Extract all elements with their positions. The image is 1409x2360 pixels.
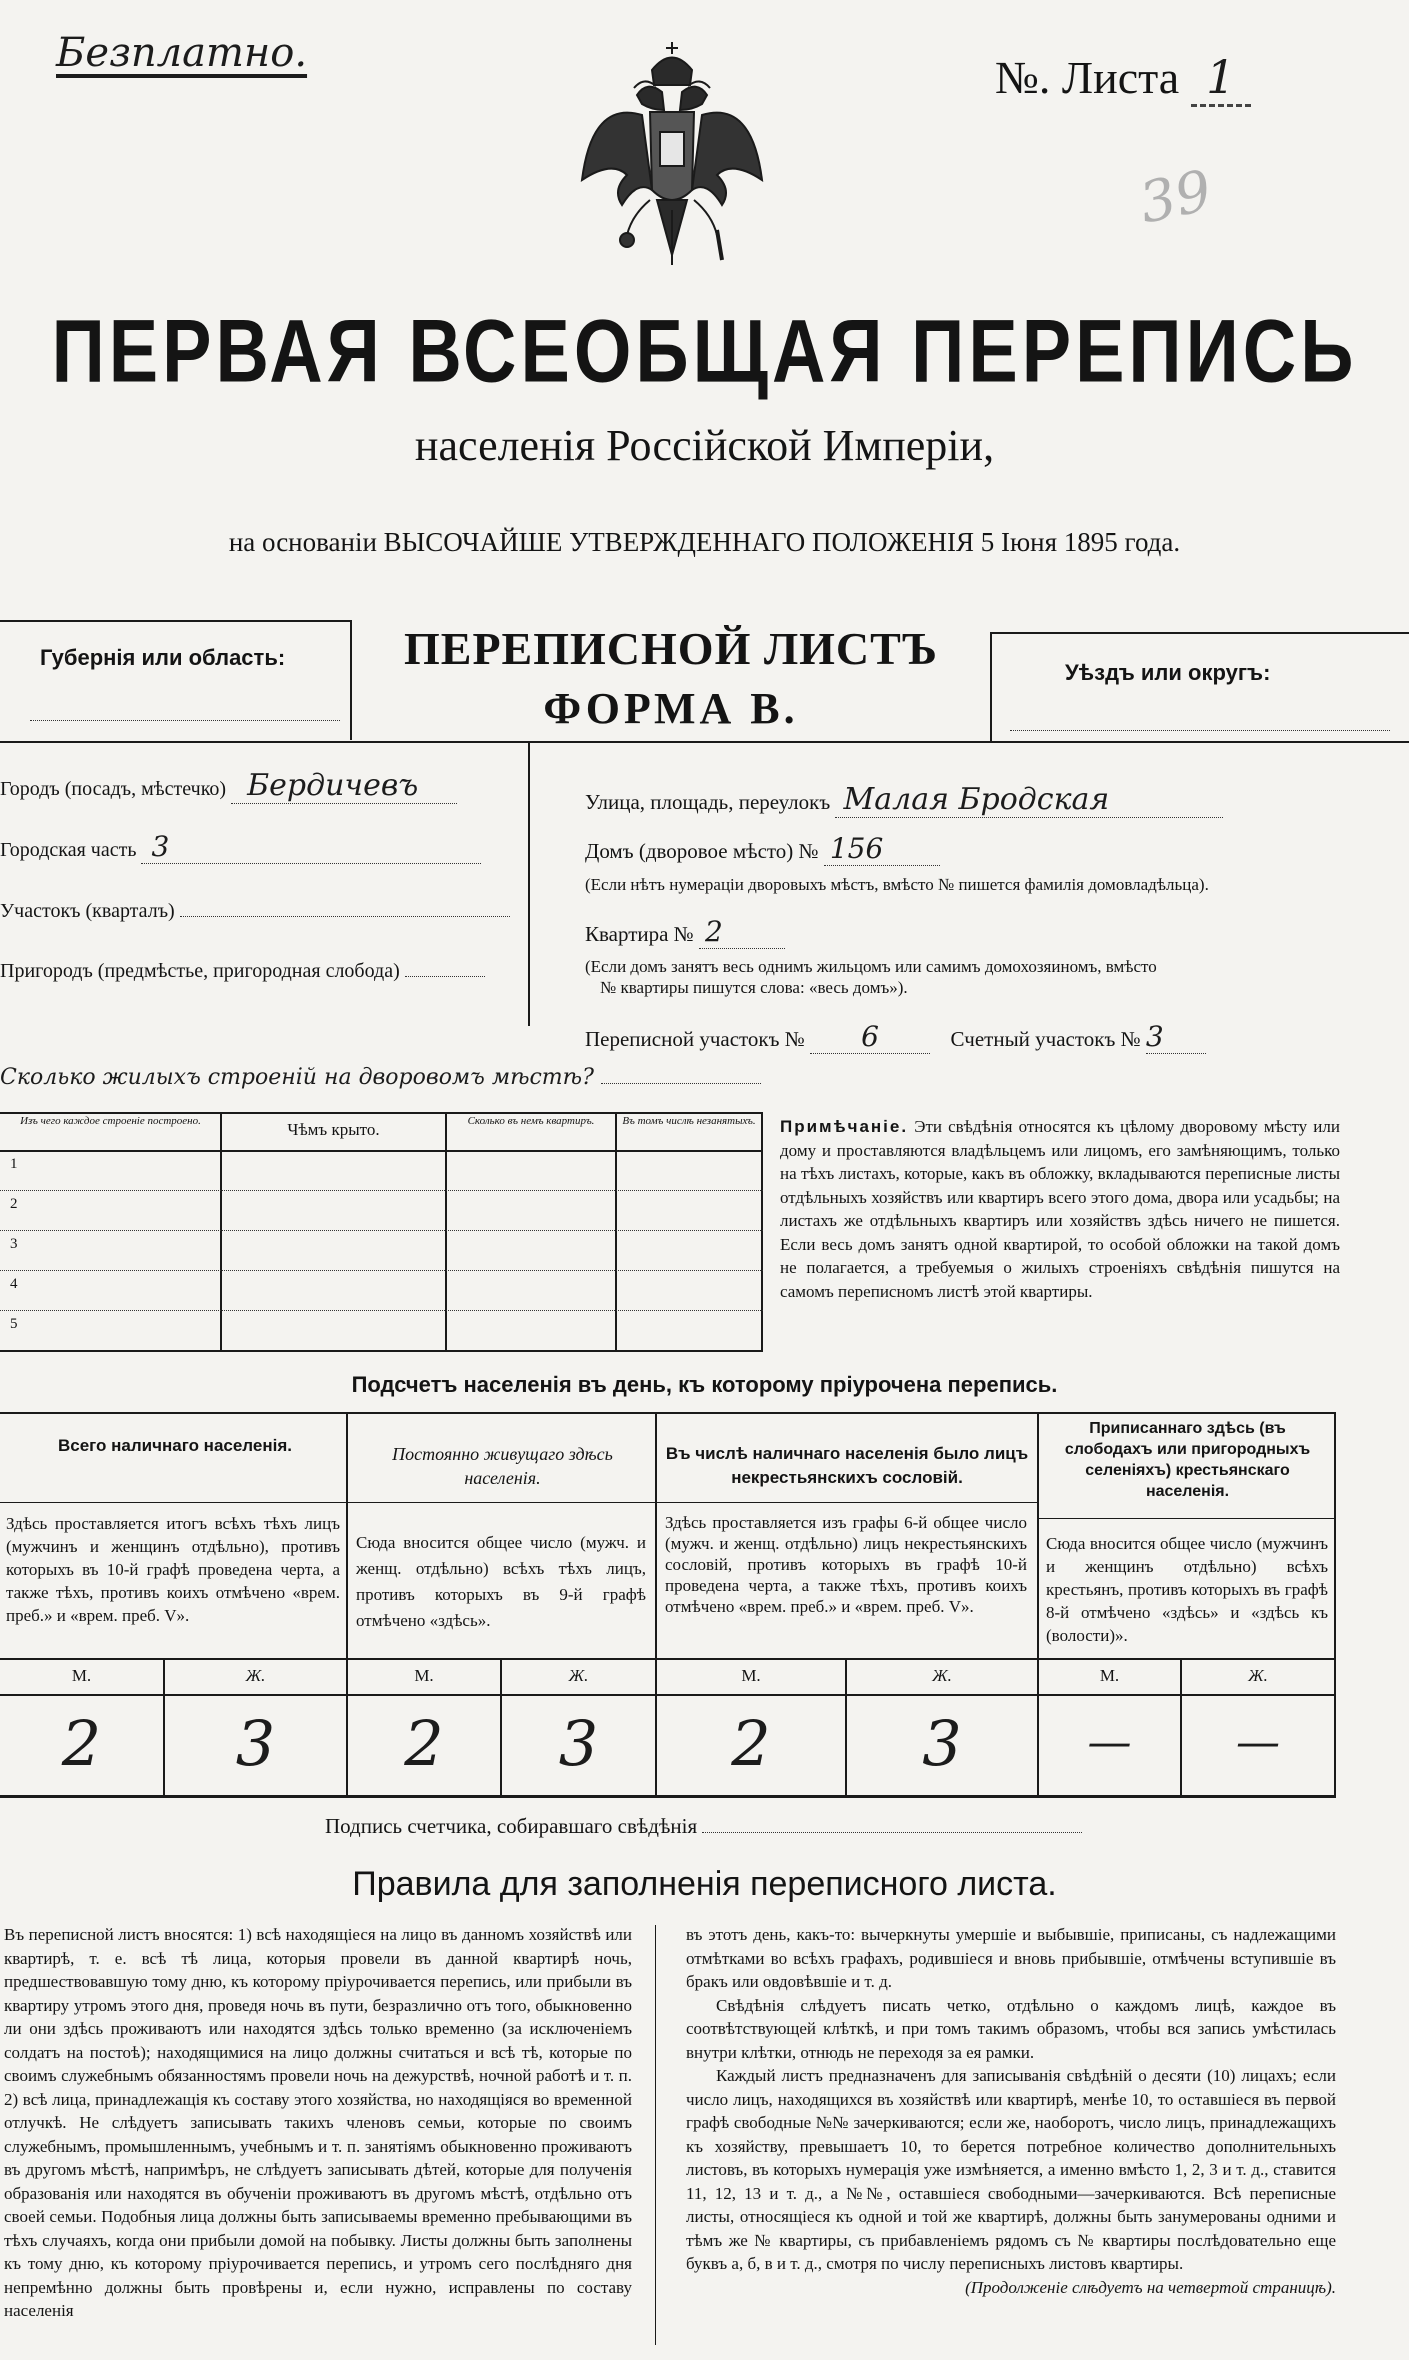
rules-left-column bbox=[4, 1923, 632, 2323]
m-label-2: М. bbox=[414, 1666, 434, 1685]
street-label: Улица, площадь, переулокъ bbox=[585, 790, 831, 814]
house-value: 156 bbox=[824, 832, 940, 866]
province-field bbox=[30, 720, 340, 721]
tally-col-2-m: 2 bbox=[404, 1707, 444, 1780]
m-label-3: М. bbox=[741, 1666, 761, 1685]
f-label-4: Ж. bbox=[1248, 1666, 1268, 1685]
imperial-eagle-emblem bbox=[572, 40, 772, 270]
tally-col-3-text: Здѣсь проставляется изъ графы 6-й общее число (мужч. и женщ. отдѣльно) лицъ некрестьянскихъ сословій, противъ которыхъ въ графѣ 10-й проведена черта, а также тѣхъ, противъ коихъ отмѣчено «врем. преб.» и «врем. преб. V». bbox=[665, 1513, 1027, 1616]
m-label-1: М. bbox=[71, 1666, 92, 1685]
buildings-table bbox=[0, 1112, 763, 1352]
rules-right-text-2: Свѣдѣнія слѣдуетъ писать четко, отдѣльно о каждомъ лицѣ, каждое въ соотвѣтствующей клѣткѣ, и при томъ такимъ образомъ, чтобы вся запись умѣстилась внутри клѣтки, отнюдь не переходя за ея рамки. bbox=[686, 1995, 1336, 2062]
tally-col-4-title: Приписаннаго здѣсь (въ слободахъ или пригородныхъ селеніяхъ) крестьянскаго населенія. bbox=[1064, 1420, 1311, 1500]
tally-heading: Подсчетъ населенія въ день, къ которому пріурочена перепись. bbox=[351, 1372, 1058, 1397]
sheet-number-value: 1 bbox=[1191, 50, 1251, 107]
form-letter: ФОРМА В. bbox=[543, 684, 799, 733]
tally-col-1-title: Всего наличнаго населенія. bbox=[58, 1436, 292, 1455]
row-number-3: 3 bbox=[10, 1236, 18, 1252]
street-value: Малая Бродская bbox=[835, 782, 1223, 818]
town-part-label: Городская часть bbox=[0, 839, 137, 861]
town-label: Городъ (посадъ, мѣстечко) bbox=[0, 778, 227, 800]
count-area-value: 3 bbox=[1146, 1020, 1206, 1054]
suburb-label: Пригородъ (предмѣстье, пригородная слобода) bbox=[0, 960, 400, 982]
col-vacant: Въ томъ числѣ незанятыхъ. bbox=[622, 1115, 756, 1127]
sheet-number-label: №. Листа bbox=[995, 52, 1180, 103]
tally-col-3-f: 3 bbox=[922, 1707, 962, 1780]
town-part-value: 3 bbox=[141, 830, 481, 864]
tally-col-4-f: — bbox=[1236, 1717, 1280, 1768]
col-apartments: Сколько въ немъ квартиръ. bbox=[467, 1115, 595, 1127]
sheet-number bbox=[995, 50, 1251, 107]
rules-right-text-1: въ этотъ день, какъ-то: вычеркнуты умершіе и выбывшіе, приписаны, съ надлежащими отмѣтками во всѣхъ графахъ, родившіеся и вновь прибывшіе, отмѣчены вступившіе въ бракъ или овдовѣвшіе и т. д. bbox=[686, 1925, 1336, 1991]
form-title: ПЕРЕПИСНОЙ ЛИСТЪ bbox=[403, 623, 939, 674]
note-block bbox=[780, 1115, 1340, 1303]
tally-col-3-title: Въ числѣ наличнаго населенія было лицъ некрестьянскихъ сословій. bbox=[665, 1444, 1029, 1487]
census-area-value: 6 bbox=[810, 1020, 930, 1054]
apartment-note-1: (Если домъ занятъ весь однимъ жильцомъ или самимъ домохозяиномъ, вмѣсто bbox=[585, 957, 1157, 976]
precinct-label: Участокъ (кварталъ) bbox=[0, 900, 175, 922]
rules-right-text-3: Каждый листъ предназначенъ для записыванія свѣдѣній о десяти (10) лицахъ; если число лицъ, находящихся въ хозяйствѣ или квартирѣ, менѣе 10, то оставшіеся въ первой графѣ свободные №№ зачеркиваются; если же, наоборотъ, число лицъ, принадлежащихъ къ хозяйству, превышаетъ 10, то берется потребное количество дополнительныхъ листовъ, въ которыхъ нумерація уже измѣняется, а именно вмѣсто 1, 2, 3 и т. д., ставится 11, 12, 13 и т. д., а №№, оставшіеся свободными—зачеркиваются. Всѣ переписные листы, относящіеся къ одной и той же квартирѣ, должны быть занумерованы одними и тѣмъ же № квартиры, съ прибавленіемъ рядомъ съ № квартиры послѣдовательно еще буквъ а, б, в и т. д., смотря по числу переписныхъ листовъ квартиры. bbox=[686, 2066, 1336, 2273]
rules-right-column bbox=[686, 1923, 1336, 2299]
tally-col-4-text: Сюда вносится общее число (мужчинъ и женщинъ отдѣльно) всѣхъ крестьянъ, противъ которыхъ въ графѣ 8-й отмѣчено «здѣсь» и «здѣсь къ (волости)». bbox=[1046, 1534, 1328, 1645]
f-label-1: Ж. bbox=[245, 1666, 266, 1685]
f-label-2: Ж. bbox=[568, 1666, 589, 1685]
rules-heading: Правила для заполненія переписного листа. bbox=[352, 1865, 1057, 1903]
apartment-note-2: № квартиры пишутся слова: «весь домъ»). bbox=[600, 978, 908, 997]
rules-left-text: Въ переписной листъ вносятся: 1) всѣ находящіеся на лицо въ данномъ хозяйствѣ или квартирѣ, т. е. всѣ тѣ лица, которыя провели въ данной квартирѣ ночь, предшествовавшую тому дню, къ которому пріурочивается перепись, или прибыли въ квартиру утромъ этого дня, проведя ночь въ пути, безразлично отъ того, обыкновенно ли они здѣсь проживаютъ или находятся здѣсь только временно (за исключеніемъ солдатъ на постоѣ); находящимися на лицо должны считаться и всѣ тѣ, которые по своимъ служебнымъ обязанностямъ провели ночь на дежурствѣ, ночной работѣ и т. п. 2) всѣ лица, принадлежащія къ составу этого хозяйства, но находящіяся во временной отлучкѣ. Не слѣдуетъ записывать такихъ членовъ семьи, которые по своимъ служебнымъ, промышленнымъ, учебнымъ и т. п. занятіямъ обыкновенно проживаютъ въ другомъ мѣстѣ, напримѣръ, не слѣдуетъ записывать дѣтей, которые для полученія образованія или находятся въ обученіи проживаютъ въ другомъ мѣстѣ, отдѣльно отъ своей семьи. Подобныя лица должны быть записываемы временно пребывающими въ тѣхъ случаяхъ, когда они прибыли домой на побывку. Листы должны быть заполнены къ тому дню, къ которому пріурочивается перепись, и утромъ сего послѣдняго дня непремѣнно должны быть провѣрены и, если нужно, исправлены по составу населенія bbox=[4, 1925, 632, 2320]
m-label-4: М. bbox=[1099, 1666, 1120, 1685]
tally-col-4-m: — bbox=[1087, 1717, 1132, 1768]
note-heading: Примѣчаніе. bbox=[780, 1117, 909, 1136]
house-label: Домъ (дворовое мѣсто) № bbox=[585, 839, 819, 863]
page-subtitle: населенія Россійской Имперіи, bbox=[414, 421, 995, 470]
f-label-3: Ж. bbox=[932, 1666, 952, 1685]
col-roof: Чѣмъ крыто. bbox=[287, 1120, 380, 1139]
pencil-mark: 39 bbox=[1134, 158, 1218, 237]
signature-label: Подпись счетчика, собиравшаго свѣдѣнія bbox=[325, 1814, 698, 1838]
tally-col-2-title: Постоянно живущаго здѣсь населенія. bbox=[392, 1444, 613, 1488]
page-title: ПЕРВАЯ ВСЕОБЩАЯ ПЕРЕПИСЬ bbox=[51, 301, 1358, 401]
apartment-value: 2 bbox=[699, 915, 785, 949]
town-value: Бердичевъ bbox=[231, 768, 457, 804]
tally-col-2-f: 3 bbox=[558, 1707, 599, 1780]
free-label: Безплатно. bbox=[56, 30, 308, 76]
tally-col-1-f: 3 bbox=[235, 1707, 276, 1780]
tally-col-3-m: 2 bbox=[731, 1707, 771, 1780]
buildings-question: Сколько жилыхъ строеній на дворовомъ мѣстѣ? bbox=[0, 1065, 594, 1090]
census-area-label: Переписной участокъ № bbox=[585, 1027, 805, 1051]
tally-table bbox=[0, 1412, 1336, 1797]
district-field bbox=[1010, 730, 1390, 731]
apartment-label: Квартира № bbox=[585, 922, 694, 946]
house-note: (Если нѣтъ нумераціи дворовыхъ мѣстъ, вмѣсто № пишется фамилія домовладѣльца). bbox=[585, 875, 1209, 894]
note-text: Эти свѣдѣнія относятся къ цѣлому дворовому мѣсту или дому и проставляются владѣльцемъ или лицомъ, его замѣняющимъ, только на тѣхъ листахъ, которые, какъ въ обложку, вкладываются переписные листы отдѣльныхъ хозяйствъ или квартиръ всего этого дома, двора или усадьбы; на листахъ же отдѣльныхъ квартиръ или хозяйствъ здѣсь ничего не пишется. Если весь домъ занятъ одной квартирой, то особой обложки на такой домъ не полагается, а требуемыя о жилыхъ строеніяхъ свѣдѣнія пишутся на самомъ переписномъ листѣ этой квартиры. bbox=[780, 1117, 1340, 1301]
page-basis-line: на основаніи ВЫСОЧАЙШЕ УТВЕРЖДЕННАГО ПОЛОЖЕНІЯ 5 Іюня 1895 года. bbox=[228, 527, 1181, 557]
col-material: Изъ чего каждое строеніе построено. bbox=[20, 1115, 201, 1127]
row-number-4: 4 bbox=[10, 1276, 18, 1292]
count-area-label: Счетный участокъ № bbox=[950, 1027, 1141, 1051]
tally-col-1-m: 2 bbox=[61, 1707, 102, 1780]
tally-col-1-text: Здѣсь проставляется итогъ всѣхъ тѣхъ лицъ (мужчинъ и женщинъ отдѣльно), противъ которыхъ въ 10-й графѣ проведена черта, а также тѣхъ, противъ коихъ отмѣчено «врем. преб.» и «врем. преб. V». bbox=[6, 1514, 340, 1625]
tally-col-2-text: Сюда вносится общее число (мужч. и женщ. отдѣльно) всѣхъ тѣхъ лицъ, противъ которыхъ въ 9-й графѣ отмѣчено «здѣсь». bbox=[356, 1533, 646, 1630]
row-number-1: 1 bbox=[10, 1156, 18, 1172]
province-label: Губернія или область: bbox=[40, 645, 286, 670]
district-label: Уѣздъ или округъ: bbox=[1065, 660, 1271, 685]
row-number-5: 5 bbox=[10, 1316, 18, 1332]
row-number-2: 2 bbox=[10, 1196, 18, 1212]
rules-continued: (Продолженіе слѣдуетъ на четвертой страницѣ). bbox=[965, 2277, 1336, 2297]
signature-line bbox=[702, 1832, 1082, 1833]
